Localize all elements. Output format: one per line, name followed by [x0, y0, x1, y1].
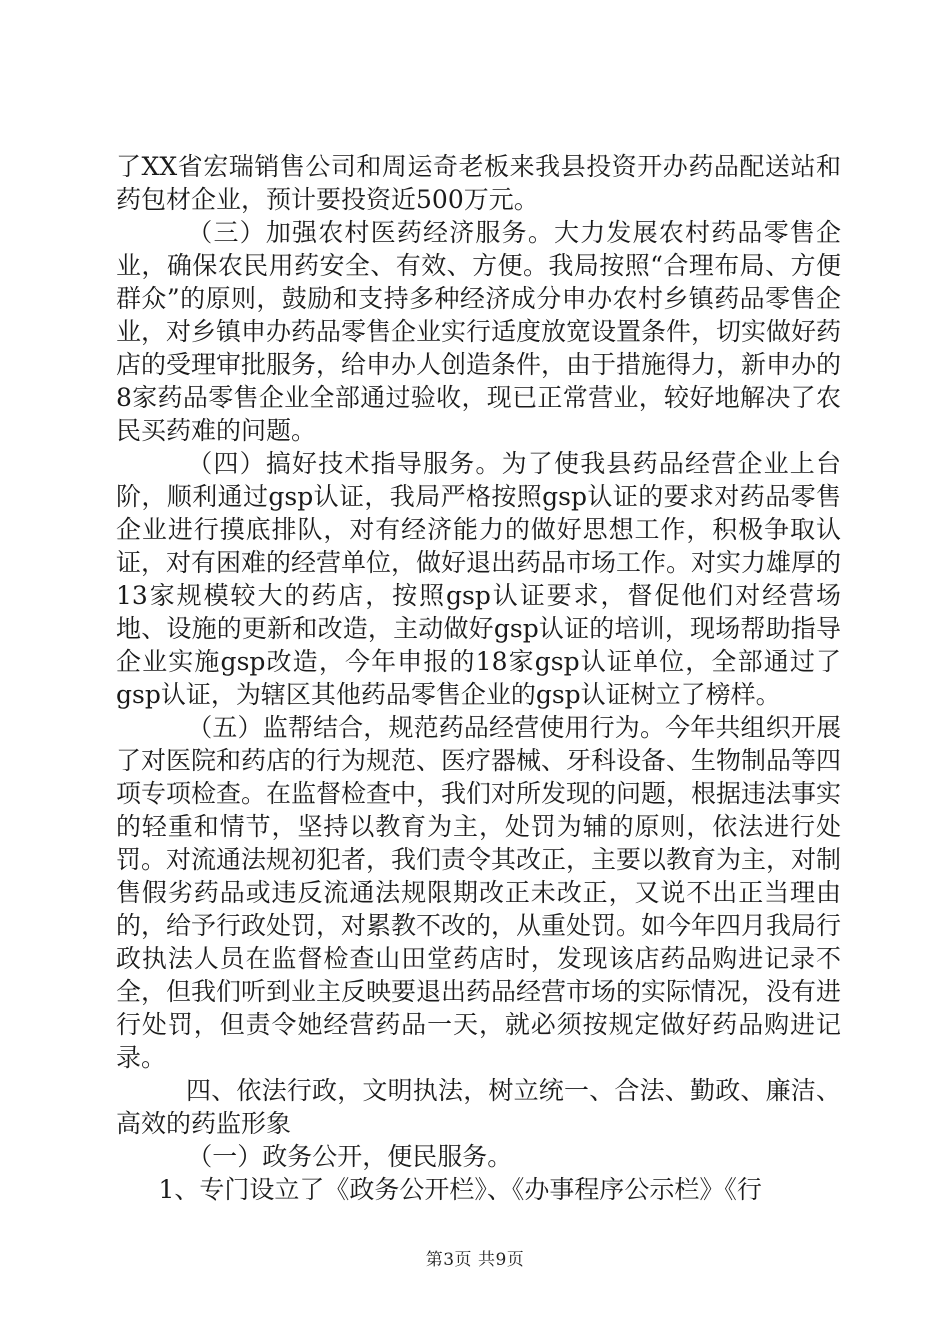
paragraph-continuation: 了XX省宏瑞销售公司和周运奇老板来我县投资开办药品配送站和药包材企业，预计要投资近500万元。 — [116, 152, 841, 214]
document-body — [116, 150, 841, 1206]
paragraph-section-four: （四）搞好技术指导服务。为了使我县药品经营企业上台阶，顺利通过gsp认证，我局严格按照gsp认证的要求对药品零售企业进行摸底排队，对有经济能力的做好思想工作，积极争取认证，对有困难的经营单位，做好退出药品市场工作。对实力雄厚的13家规模较大的药店，按照gsp认证要求，督促他们对经营场地、设施的更新和改造，主动做好gsp认证的培训，现场帮助指导企业实施gsp改造，今年申报的18家gsp认证单位，全部通过了gsp认证，为辖区其他药品零售企业的gsp认证树立了榜样。 — [116, 449, 842, 709]
paragraph-item-one: 1、专门设立了《政务公开栏》、《办事程序公示栏》《行 — [158, 1175, 762, 1204]
paragraph-section-five: （五）监帮结合，规范药品经营使用行为。今年共组织开展了对医院和药店的行为规范、医疗器械、牙科设备、生物制品等四项专项检查。在监督检查中，我们对所发现的问题，根据违法事实的轻重和情节，坚持以教育为主，处罚为辅的原则，依法进行处罚。对流通法规初犯者，我们责令其改正，主要以教育为主，对制售假劣药品或违反流通法规限期改正未改正，又说不出正当理由的，给予行政处罚，对累教不改的，从重处罚。如今年四月我局行政执法人员在监督检查山田堂药店时，发现该店药品购进记录不全，但我们听到业主反映要退出药品经营市场的实际情况，没有进行处罚，但责令她经营药品一天，就必须按规定做好药品购进记录。 — [116, 713, 842, 1072]
heading-part-four: 四、依法行政，文明执法，树立统一、合法、勤政、廉洁、高效的药监形象 — [116, 1076, 841, 1138]
paragraph-section-three: （三）加强农村医药经济服务。大力发展农村药品零售企业，确保农民用药安全、有效、方便。我局按照“合理布局、方便群众”的原则，鼓励和支持多种经济成分申办农村乡镇药品零售企业，对乡镇申办药品零售企业实行适度放宽设置条件，切实做好药店的受理审批服务，给申办人创造条件，由于措施得力，新申办的8家药品零售企业全部通过验收，现已正常营业，较好地解决了农民买药难的问题。 — [116, 218, 842, 445]
page-footer: 第3页 共9页 — [425, 1250, 525, 1270]
subheading-section-one: （一）政务公开，便民服务。 — [187, 1142, 513, 1171]
